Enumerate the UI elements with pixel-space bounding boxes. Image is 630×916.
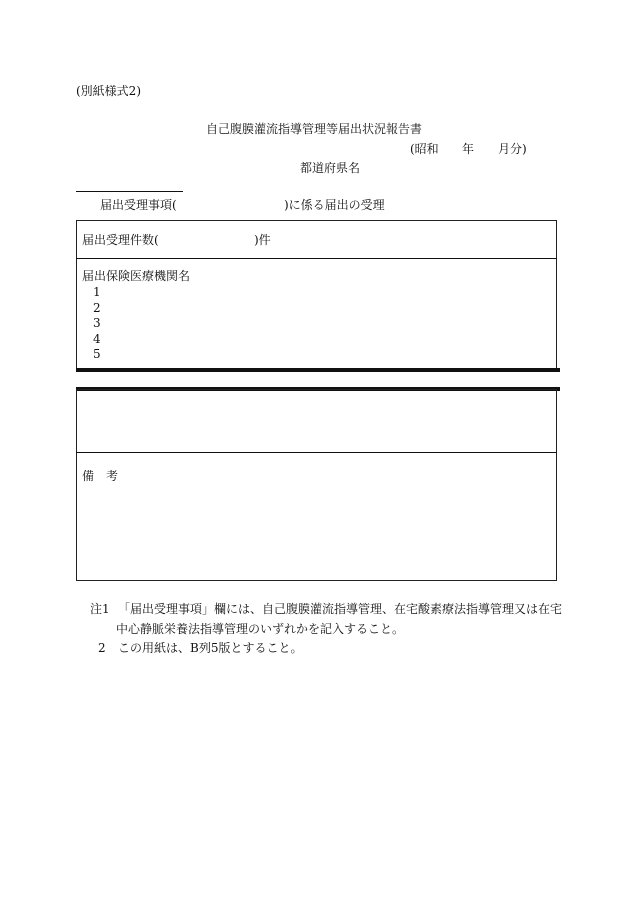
thick-separator-top — [76, 368, 560, 372]
note-1-line-2: 中心静脈栄養法指導管理のいずれかを記入すること。 — [116, 622, 405, 636]
institution-number: 2 — [93, 301, 101, 315]
institution-number: 4 — [93, 332, 101, 346]
lower-table — [76, 389, 557, 581]
date-year: 年 — [462, 142, 475, 156]
date-era: (昭和 — [410, 142, 439, 156]
institution-number: 1 — [93, 285, 101, 299]
subject-suffix: )に係る届出の受理 — [284, 198, 385, 212]
prefecture-label: 都道府県名 — [300, 161, 361, 175]
subject-prefix: 届出受理事項( — [100, 198, 177, 212]
institutions-label: 届出保険医療機関名 — [82, 269, 191, 283]
lower-row-divider — [76, 452, 557, 453]
note-2-line-1: この用紙は、B列5版とすること。 — [118, 641, 303, 655]
form-label: (別紙様式2) — [76, 84, 141, 98]
note-2-number: 2 — [98, 641, 106, 655]
note-1-number: 注1 — [90, 602, 110, 616]
count-prefix: 届出受理件数( — [82, 233, 159, 247]
date-month: 月分) — [498, 142, 527, 156]
prefecture-underline — [76, 191, 183, 192]
note-1-line-1: 「届出受理事項」欄には、自己腹膜灌流指導管理、在宅酸素療法指導管理又は在宅 — [118, 602, 563, 616]
page-title: 自己腹膜灌流指導管理等届出状況報告書 — [206, 122, 423, 136]
institution-number: 3 — [93, 316, 101, 330]
remarks-label: 備 考 — [82, 469, 119, 483]
table-row-divider — [76, 258, 557, 259]
count-suffix: )件 — [254, 233, 271, 247]
institution-number: 5 — [93, 347, 101, 361]
